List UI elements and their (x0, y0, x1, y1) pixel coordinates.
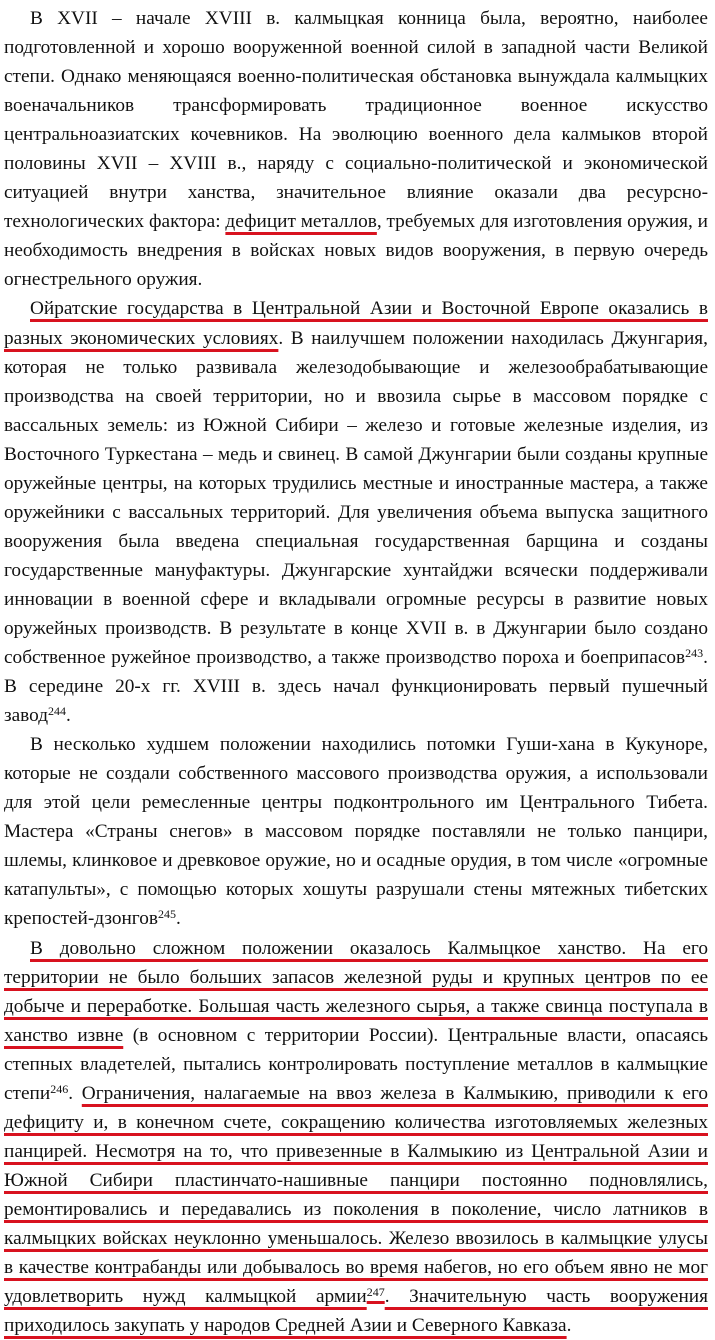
paragraph (4, 934, 708, 1340)
underlined-text: Ограничения, налагаемые на ввоз железа в Калмыкию, приводили к его дефициту и, в конечном счете, сокращению количества изготовляемых железных панцирей. Несмотря на то, что привезенные в Калмыкию из Центральной Азии и Южной Сибири пластинчато-нашивные панцири постоянно подновлялись, ремонтировались и передавались из поколения в поколение, число латников в калмыцких войсках неуклонно уменьшалось. Железо ввозилось в калмыцкие улусы в качестве контрабанды или добывалось во время набегов, но его объем явно не мог удовлетворить нужд калмыцкой армии (4, 1083, 708, 1307)
paragraph (4, 4, 708, 294)
footnote-ref: 243 (685, 646, 703, 660)
text-run: В XVII – начале XVIII в. калмыцкая конница была, вероятно, наиболее подготовленной и хорошо вооруженной военной силой в западной части Великой степи. Однако меняющаяся военно-политическая обстановка вынуждала калмыцких военачальников трансформировать традиционное военное искусство центральноазиатских кочевников. На эволюцию военного дела калмыков второй половины XVII – XVIII в., наряду с социально-политической и экономической ситуацией внутри ханства, значительное влияние оказали два ресурсно-технологических фактора: (4, 8, 708, 232)
text-run: . (176, 908, 181, 929)
footnote-ref: 247 (367, 1285, 385, 1299)
footnote-ref: 246 (50, 1082, 68, 1096)
text-run: . В наилучшем положении находилась Джунгария, которая не только развивала железодобывающие и железообрабатывающие производства на своей территории, но и ввозила сырье в массовом порядке с вассальных земель: из Южной Сибири – железо и готовые железные изделия, из Восточного Туркестана – медь и свинец. В самой Джунгарии были созданы крупные оружейные центры, на которых трудились местные и иностранные мастера, а также оружейники с вассальных территорий. Для увеличения объема выпуска защитного вооружения была введена специальная государственная барщина и созданы государственные мануфактуры. Джунгарские хунтайджи всячески поддерживали инновации в военной сфере и вкладывали огромные ресурсы в развитие новых оружейных производств. В результате в конце XVII в. в Джунгарии было создано собственное ружейное производство, а также производство пороха и боеприпасов (4, 328, 708, 669)
body-text (4, 4, 708, 1340)
paragraph (4, 730, 708, 933)
text-run: . В середине 20-х гг. XVIII в. здесь начал функционировать первый пушечный завод (4, 647, 708, 726)
underlined-text: В довольно сложном положении оказалось Калмыцкое ханство. На его территории не было больших запасов железной руды и крупных центров по ее добыче и переработке. Большая часть железного сырья, а также свинца поступала в ханство извне (4, 938, 708, 1046)
text-run: , требуемых для изготовления оружия, и необходимость внедрения в войсках новых видов вооружения, в первую очередь огнестрельного оружия. (4, 211, 708, 290)
text-run: . (68, 1083, 82, 1104)
underlined-text: . Значительную часть вооружения приходилось закупать у народов Средней Азии и Северного Кавказа (4, 1286, 708, 1336)
paragraph (4, 294, 708, 730)
text-run: . (567, 1315, 572, 1336)
text-run: В несколько худшем положении находились потомки Гуши-хана в Кукуноре, которые не создали собственного массового производства оружия, а использовали для этой цели ремесленные центры подконтрольного им Центрального Тибета. Мастера «Страны снегов» в массовом порядке поставляли не только панцири, шлемы, клинковое и древковое оружие, но и осадные орудия, в том числе «огромные катапульты», с помощью которых хошуты разрушали стены мятежных тибетских крепостей-дзонгов (4, 734, 708, 929)
underlined-text: Ойратские государства в Центральной Азии и Восточной Европе оказались в разных экономических условиях (4, 298, 708, 348)
text-run: . (66, 705, 71, 726)
text-run: (в основном с территории России). Центральные власти, опасаясь степных владетелей, пытались контролировать поступление металлов в калмыцкие степи (4, 1025, 708, 1104)
underlined-text: дефицит металлов (225, 211, 376, 232)
footnote-ref: 244 (48, 704, 66, 718)
footnote-ref: 245 (158, 907, 176, 921)
